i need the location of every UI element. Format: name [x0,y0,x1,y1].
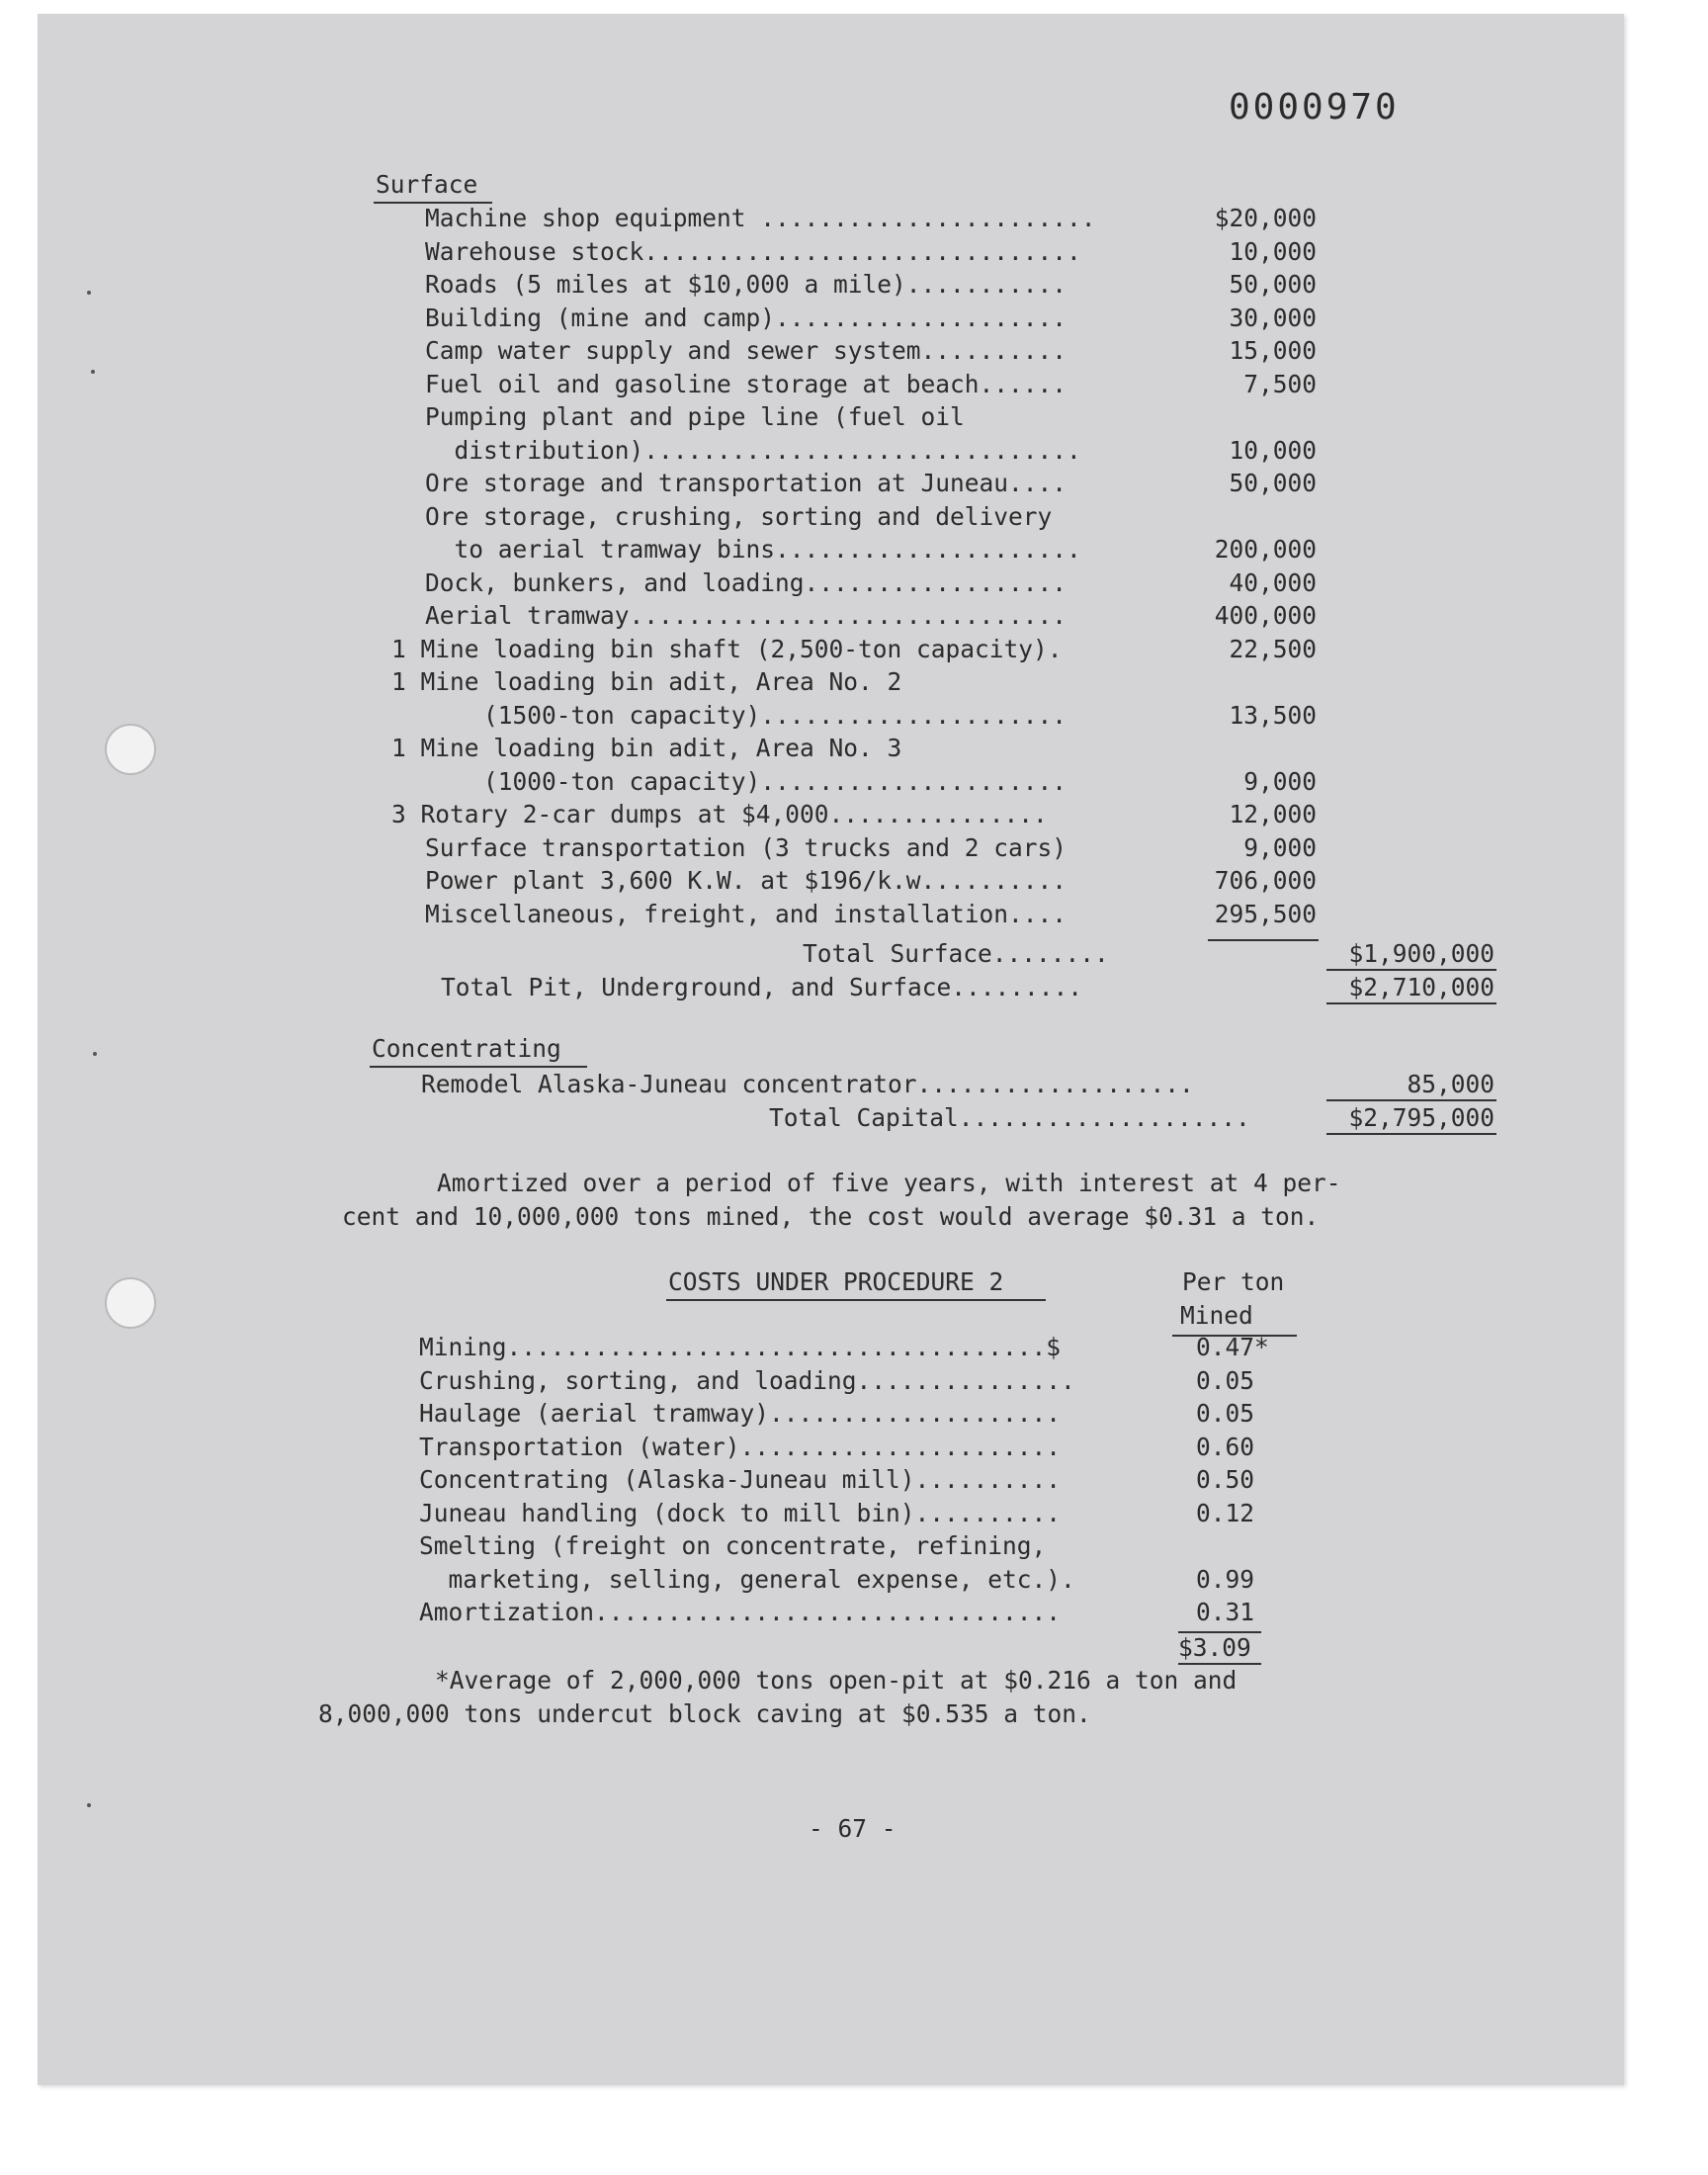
cost-row-value: 0.60 [1196,1432,1255,1461]
binder-hole [105,1277,156,1329]
cost-row-label: Juneau handling (dock to mill bin).......... [419,1498,1062,1527]
cost-row-value: 0.12 [1196,1498,1255,1527]
underline-rule [370,1066,587,1068]
surface-line-amount: 9,000 [1243,766,1317,796]
surface-line-amount: 7,500 [1243,369,1317,398]
surface-line-amount: $20,000 [1214,204,1317,232]
speck [91,370,95,374]
speck [93,1052,97,1056]
footnote-line-2: 8,000,000 tons undercut block caving at $0.535 a ton. [318,1699,1091,1728]
per-ton-header: Per ton [1182,1267,1285,1296]
surface-line-label: Fuel oil and gasoline storage at beach...... [425,369,1068,398]
underline-rule [1178,1663,1261,1665]
cost-row-value: 0.47* [1196,1333,1269,1361]
underline-rule [1326,1002,1496,1004]
amortized-line-1: Amortized over a period of five years, with interest at 4 per- [437,1169,1341,1197]
surface-line-label: Surface transportation (3 trucks and 2 cars) [425,832,1068,862]
total-capital-amount: $2,795,000 [1348,1103,1494,1132]
surface-heading: Surface [376,170,478,199]
surface-line-amount: 200,000 [1214,535,1317,564]
surface-line-amount: 10,000 [1229,236,1317,266]
surface-line-amount: 15,000 [1229,336,1317,365]
cost-row-value: 0.31 [1196,1598,1255,1626]
surface-line-label: 3 Rotary 2-car dumps at $4,000............... [391,800,1048,828]
surface-line-label: Camp water supply and sewer system.......... [425,336,1068,365]
surface-line-amount: 40,000 [1229,567,1317,597]
cost-row-label: Transportation (water)...................... [419,1432,1062,1461]
surface-line-amount: 50,000 [1229,469,1317,497]
surface-line-label: 1 Mine loading bin adit, Area No. 2 [391,667,902,696]
concentrator-label: Remodel Alaska-Juneau concentrator................... [421,1070,1194,1098]
costs-heading: COSTS UNDER PROCEDURE 2 [668,1267,1004,1296]
cost-row-label: Crushing, sorting, and loading............... [419,1365,1075,1395]
surface-line-amount: 22,500 [1229,634,1317,663]
surface-line-label: Ore storage, crushing, sorting and delivery [425,501,1053,531]
underline-rule [1326,1099,1496,1101]
underline-rule [1326,1133,1496,1135]
grand-total-amount: $2,710,000 [1348,973,1494,1001]
cost-row-label: Amortization................................ [419,1598,1062,1626]
surface-line-label: Machine shop equipment ....................... [425,204,1096,232]
cost-row-value: 0.05 [1196,1365,1255,1395]
costs-total: $3.09 [1178,1633,1251,1662]
surface-line-amount: 30,000 [1229,303,1317,332]
total-surface-amount: $1,900,000 [1348,939,1494,968]
surface-line-amount: 295,500 [1214,899,1317,928]
surface-line-label: Roads (5 miles at $10,000 a mile)........... [425,270,1068,299]
concentrator-amount: 85,000 [1407,1070,1494,1098]
cost-row-label: marketing, selling, general expense, etc.). [419,1564,1075,1594]
surface-line-label: (1500-ton capacity)..................... [425,700,1068,730]
cost-row-label: Smelting (freight on concentrate, refining, [419,1531,1047,1560]
cost-row-label: Mining.....................................$ [419,1333,1062,1361]
speck [87,291,91,295]
surface-line-amount: 50,000 [1229,270,1317,299]
underline-rule [666,1299,1046,1301]
cost-row-value: 0.99 [1196,1564,1255,1594]
amortized-line-2: cent and 10,000,000 tons mined, the cost would average $0.31 a ton. [342,1202,1320,1231]
surface-line-amount: 9,000 [1243,832,1317,862]
surface-line-label: Miscellaneous, freight, and installation.... [425,899,1068,928]
underline-rule [1326,969,1496,971]
speck [87,1803,91,1807]
surface-line-label: Power plant 3,600 K.W. at $196/k.w.......... [425,866,1068,895]
footnote-line-1: *Average of 2,000,000 tons open-pit at $0.216 a ton and [435,1666,1238,1695]
surface-line-label: Warehouse stock.............................. [425,236,1081,266]
surface-line-label: Pumping plant and pipe line (fuel oil [425,402,965,431]
total-capital-label: Total Capital.................... [769,1103,1250,1132]
document-number: 0000970 [1229,87,1400,128]
surface-line-label: Building (mine and camp).................... [425,303,1068,332]
surface-line-label: Aerial tramway.............................. [425,601,1068,630]
total-surface-label: Total Surface........ [803,939,1109,968]
binder-hole [105,724,156,775]
page-number: - 67 - [809,1814,897,1843]
cost-row-value: 0.05 [1196,1399,1255,1428]
surface-line-label: Ore storage and transportation at Juneau.... [425,469,1068,497]
surface-line-amount: 12,000 [1229,800,1317,828]
surface-line-amount: 706,000 [1214,866,1317,895]
mined-header: Mined [1180,1301,1253,1330]
surface-line-label: (1000-ton capacity)..................... [425,766,1068,796]
surface-line-label: 1 Mine loading bin adit, Area No. 3 [391,734,902,762]
surface-line-label: distribution).............................. [425,435,1081,465]
surface-line-amount: 400,000 [1214,601,1317,630]
surface-line-label: 1 Mine loading bin shaft (2,500-ton capacity). [391,634,1063,663]
surface-line-label: Dock, bunkers, and loading.................. [425,567,1068,597]
surface-line-amount: 10,000 [1229,435,1317,465]
cost-row-label: Haulage (aerial tramway).................... [419,1399,1062,1428]
grand-total-label: Total Pit, Underground, and Surface......... [441,973,1083,1001]
concentrating-heading: Concentrating [372,1034,561,1063]
surface-line-amount: 13,500 [1229,700,1317,730]
underline-rule [1208,939,1319,941]
surface-line-label: to aerial tramway bins..................... [425,535,1081,564]
cost-row-label: Concentrating (Alaska-Juneau mill).......... [419,1465,1062,1494]
cost-row-value: 0.50 [1196,1465,1255,1494]
